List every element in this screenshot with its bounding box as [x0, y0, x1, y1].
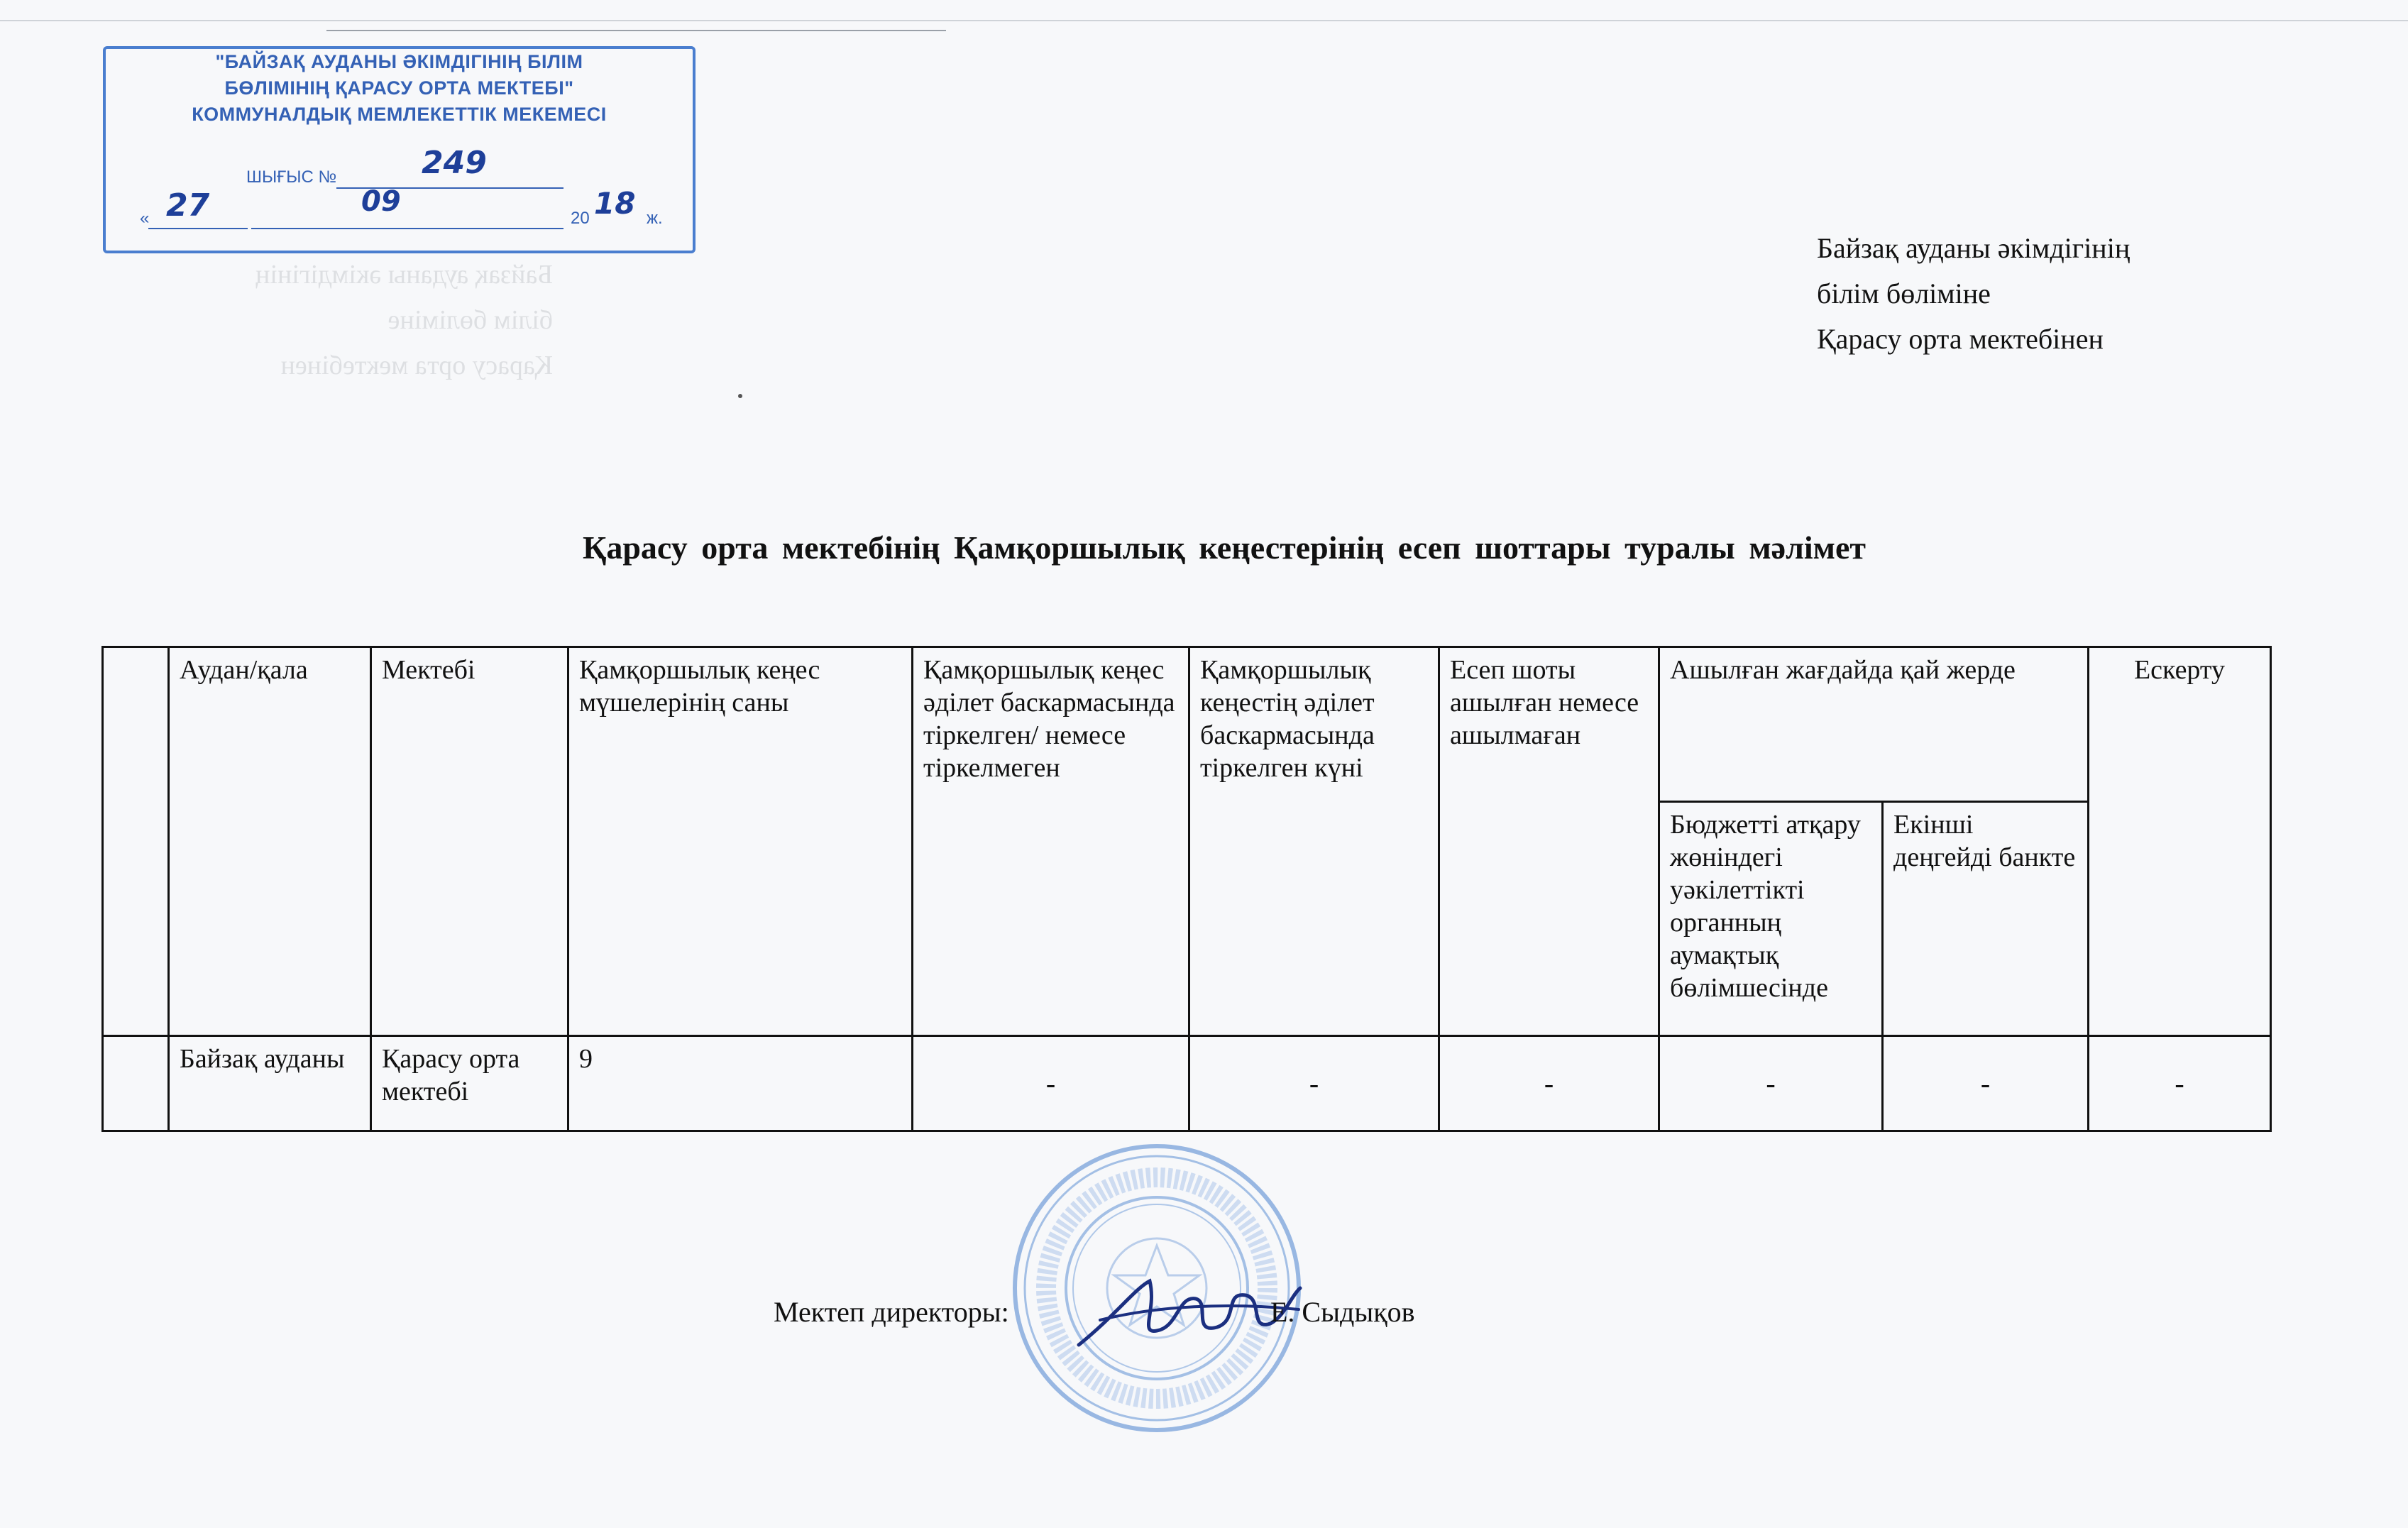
- header-cell-note: Ескерту: [2089, 647, 2271, 1036]
- cell-district: Байзақ ауданы: [169, 1036, 371, 1131]
- header-cell-members: Қамқоршылық кеңес мүшелерінің саны: [568, 647, 913, 1036]
- header-cell-reg-date: Қамқоршылық кеңестің әділет баскармасында тіркелген күні: [1189, 647, 1439, 1036]
- table-row: [103, 1036, 2271, 1131]
- date-day: 27: [166, 187, 210, 224]
- stamp-org-line: КОММУНАЛДЫҚ МЕМЛЕКЕТТІК МЕКЕМЕСІ: [192, 104, 607, 125]
- table-header-row: [103, 647, 2271, 802]
- outgoing-stamp: [103, 46, 696, 253]
- bleed-through-text: Байзақ ауданы әкімдігінің білім бөліміне Қарасу орта мектебінен: [255, 260, 554, 380]
- cell-members: 9: [568, 1036, 913, 1131]
- year-prefix: 20: [571, 209, 590, 228]
- outgoing-number-label: ШЫҒЫС №: [246, 167, 337, 187]
- cell-note: -: [2089, 1036, 2271, 1131]
- paper-edge: [0, 20, 2408, 21]
- date-month: 09: [361, 185, 401, 218]
- header-cell-district: Аудан/қала: [169, 647, 371, 1036]
- quote-mark: «: [140, 209, 150, 228]
- cell-number: [103, 1036, 169, 1131]
- header-cell-school: Мектебі: [371, 647, 568, 1036]
- year-end: ж.: [647, 209, 663, 228]
- header-cell-number: [103, 647, 169, 1036]
- addressee-line: Қарасу орта мектебінен: [1817, 323, 2104, 355]
- header-cell-budget: Бюджетті атқару жөніндегі уәкілеттікті органның аумақтық бөлімшесінде: [1659, 802, 1883, 1036]
- header-cell-where: Ашылған жағдайда қай жерде: [1659, 647, 2089, 802]
- cell-reg-date: -: [1189, 1036, 1439, 1131]
- signature-block: [774, 1295, 1554, 1352]
- addressee-block: [1817, 226, 2130, 362]
- header-cell-bank: Екінші деңгейді банкте: [1883, 802, 2089, 1036]
- addressee-line: білім бөліміне: [1817, 277, 1991, 309]
- cell-budget: -: [1659, 1036, 1883, 1131]
- header-cell-registered: Қамқоршылық кеңес әділет баскармасында тіркелген/ немесе тіркелмеген: [913, 647, 1189, 1036]
- cell-bank: -: [1883, 1036, 2089, 1131]
- underline: [251, 228, 563, 229]
- cell-registered: -: [913, 1036, 1189, 1131]
- paper-edge: [326, 30, 946, 31]
- header-cell-account: Есеп шоты ашылған немесе ашылмаған: [1439, 647, 1659, 1036]
- outgoing-number: 249: [422, 145, 487, 181]
- underline: [148, 228, 248, 229]
- document-title: Қарасу орта мектебінің Қамқоршылық кеңестерінің есеп шоттары туралы мәлімет: [582, 529, 1867, 566]
- addressee-line: Байзақ ауданы әкімдігінің: [1817, 232, 2131, 264]
- cell-school: Қарасу орта мектебі: [371, 1036, 568, 1131]
- stamp-org-line: "БАЙЗАҚ АУДАНЫ ӘКІМДІГІНІҢ БІЛІМ: [215, 51, 583, 72]
- stamp-org-line: БӨЛІМІНІҢ ҚАРАСУ ОРТА МЕКТЕБІ": [224, 77, 574, 99]
- signatory-name: Е. Сыдықов: [1270, 1296, 1415, 1328]
- year-suffix: 18: [594, 186, 636, 221]
- accounts-table: [101, 646, 2272, 1132]
- ink-dot: [738, 394, 742, 398]
- cell-account: -: [1439, 1036, 1659, 1131]
- signatory-position: Мектеп директоры:: [774, 1296, 1009, 1328]
